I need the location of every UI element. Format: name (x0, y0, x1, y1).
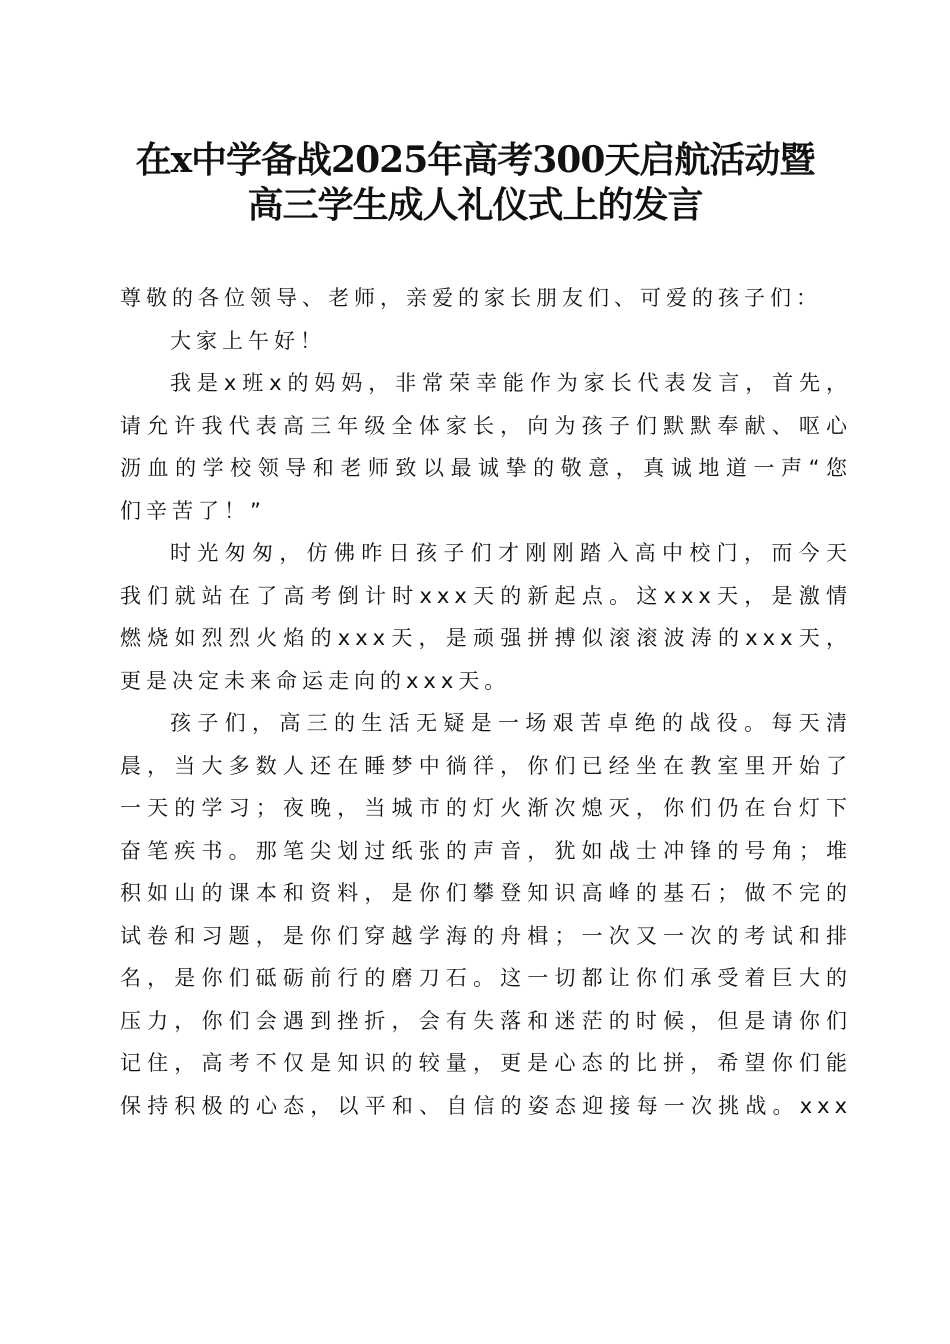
salutation: 尊敬的各位领导、老师，亲爱的家长朋友们、可爱的孩子们： (120, 286, 822, 310)
paragraph-line: 请允许我代表高三年级全体家长，向为孩子们默默奉献、呕心 (120, 413, 852, 438)
paragraph-line: 我们就站在了高考倒计时xxx天的新起点。这xxx天，是激情 (120, 583, 852, 608)
document-title-line-2: 高三学生成人礼仪式上的发言 (247, 184, 703, 226)
paragraph-line: 积如山的课本和资料，是你们攀登知识高峰的基石；做不完的 (120, 881, 852, 905)
paragraph-line: 们辛苦了！” (120, 498, 266, 523)
paragraph-line: 保持积极的心态，以平和、自信的姿态迎接每一次挑战。xxx (120, 1093, 852, 1118)
document-title-line-1: 在x中学备战2025年高考300天启航活动暨 (135, 139, 815, 181)
paragraph-line: 时光匆匆，仿佛昨日孩子们才刚刚踏入高中校门，而今天 (170, 541, 852, 565)
paragraph-line: 更是决定未来命运走向的xxx天。 (120, 668, 511, 693)
paragraph-line: 燃烧如烈烈火焰的xxx天，是顽强拼搏似滚滚波涛的xxx天， (120, 626, 852, 650)
paragraph-line: 晨，当大多数人还在睡梦中徜徉，你们已经坐在教室里开始了 (120, 753, 852, 778)
paragraph-line: 我是x班x的妈妈，非常荣幸能作为家长代表发言，首先， (170, 371, 852, 395)
paragraph-line: 记住，高考不仅是知识的较量，更是心态的比拼，希望你们能 (120, 1051, 852, 1075)
document-body (120, 280, 852, 1130)
paragraph-line: 孩子们，高三的生活无疑是一场艰苦卓绝的战役。每天清 (170, 711, 852, 735)
paragraph-line: 试卷和习题，是你们穿越学海的舟楫；一次又一次的考试和排 (120, 923, 852, 948)
greeting: 大家上午好！ (170, 328, 326, 353)
paragraph-line: 奋笔疾书。那笔尖划过纸张的声音，犹如战士冲锋的号角；堆 (120, 838, 852, 863)
paragraph-line: 一天的学习；夜晚，当城市的灯火渐次熄灭，你们仍在台灯下 (120, 796, 852, 820)
paragraph-line: 沥血的学校领导和老师致以最诚挚的敬意，真诚地道一声“您 (120, 456, 852, 480)
paragraph-line: 名，是你们砥砺前行的磨刀石。这一切都让你们承受着巨大的 (120, 966, 852, 990)
paragraph-line: 压力，你们会遇到挫折，会有失落和迷茫的时候，但是请你们 (120, 1008, 852, 1033)
